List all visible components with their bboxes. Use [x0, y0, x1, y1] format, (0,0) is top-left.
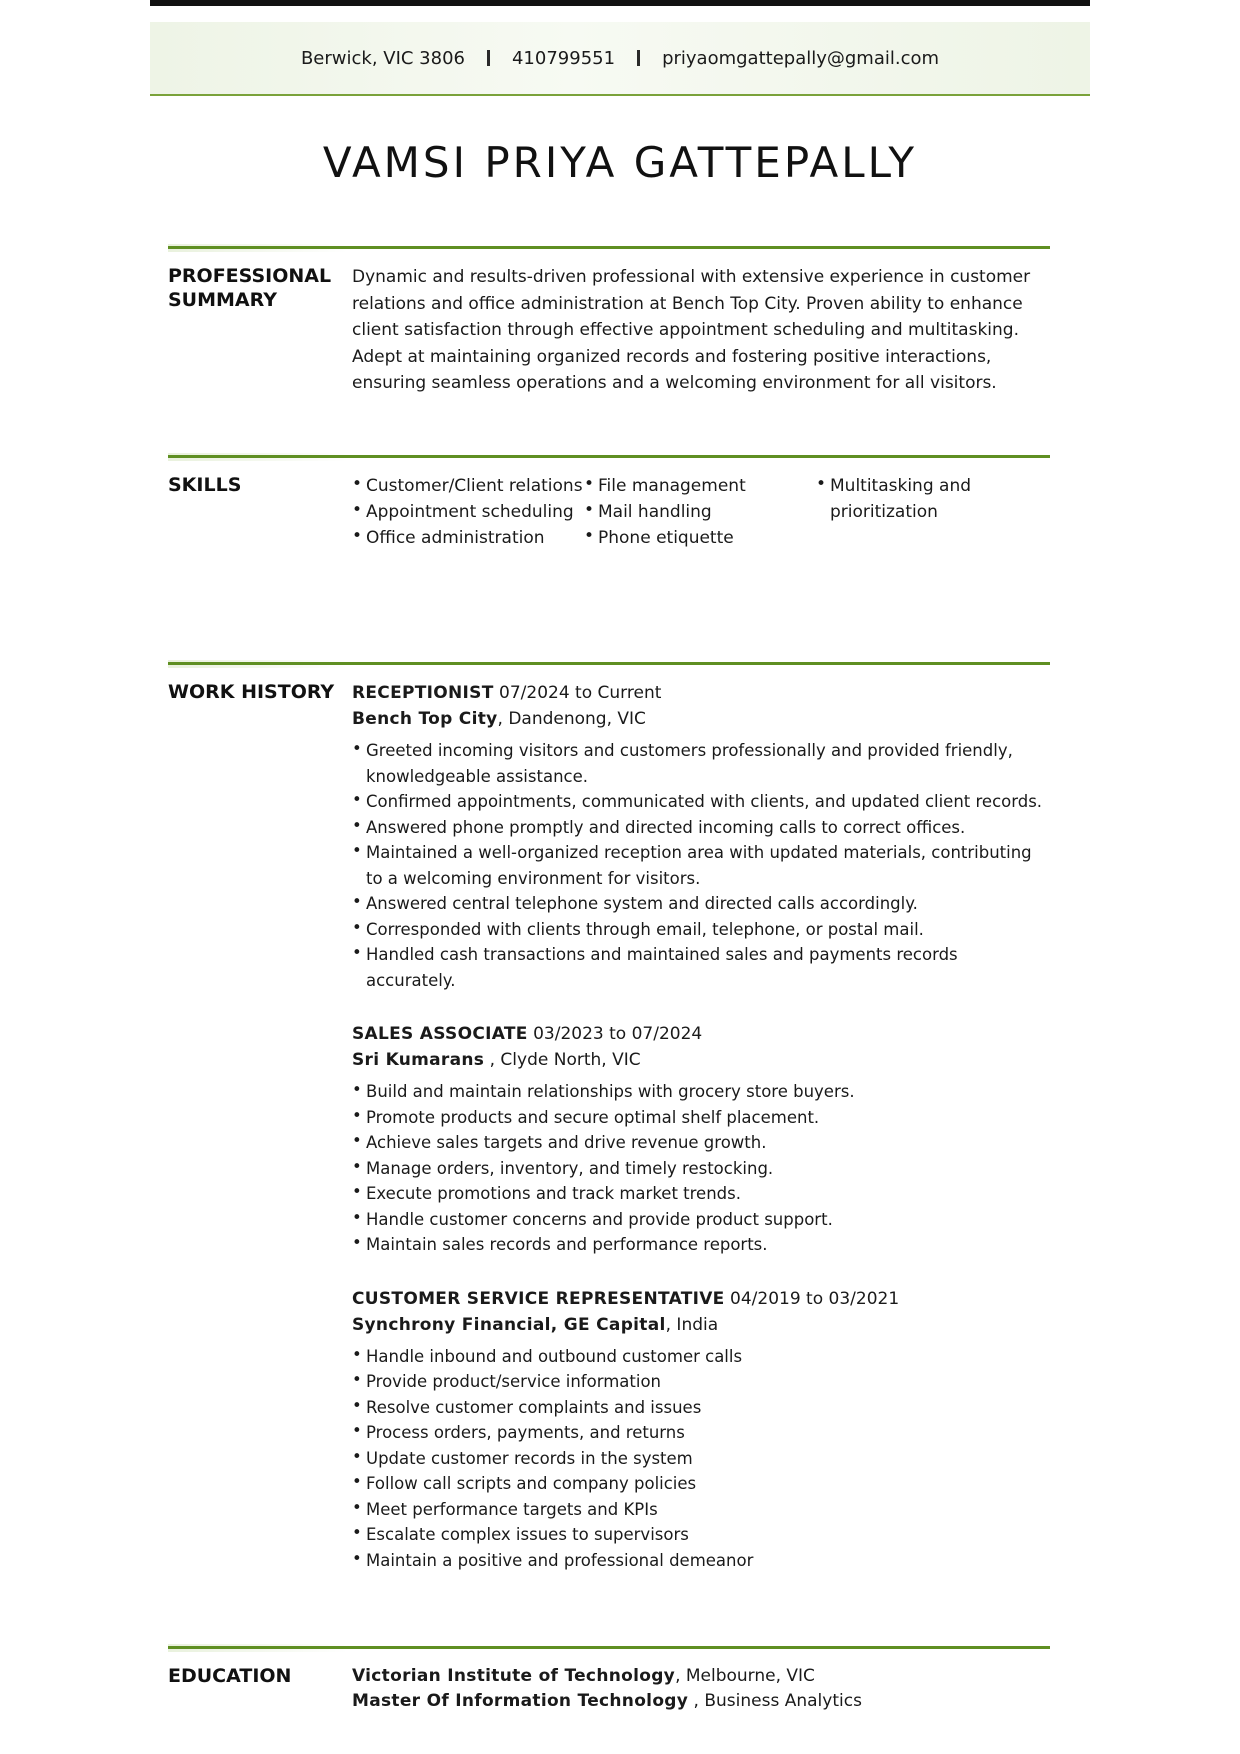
section-rule: [168, 1646, 1050, 1649]
education-institution: Victorian Institute of Technology: [352, 1666, 676, 1686]
job-entry: [352, 1286, 1050, 1574]
job-duty-item: • Greeted incoming visitors and customers professionally and provided friendly, knowledgeable assistance.: [352, 738, 1050, 789]
job-duty-item: • Answered central telephone system and directed calls accordingly.: [352, 891, 1050, 917]
job-duty-item: • Provide product/service information: [352, 1369, 1050, 1395]
contact-location: Berwick, VIC 3806: [300, 47, 465, 69]
job-employer: Synchrony Financial, GE Capital: [352, 1314, 666, 1335]
skill-item: • Appointment scheduling: [352, 499, 584, 525]
education-degree: Master Of Information Technology: [352, 1691, 689, 1711]
job-org-line: [352, 1047, 1050, 1073]
job-title-line: [352, 1021, 1050, 1047]
job-duty-item: • Escalate complex issues to supervisors: [352, 1522, 1050, 1548]
job-duty-item: • Handle inbound and outbound customer calls: [352, 1344, 1050, 1370]
section-rule: [168, 662, 1050, 665]
job-title: CUSTOMER SERVICE REPRESENTATIVE: [352, 1288, 725, 1309]
job-duty-item: • Execute promotions and track market trends.: [352, 1181, 1050, 1207]
job-title-line: [352, 680, 1050, 706]
skill-item: • Mail handling: [584, 499, 816, 525]
job-employer: Bench Top City: [352, 709, 498, 729]
job-location: , Clyde North, VIC: [484, 1050, 641, 1070]
job-entry: [352, 1021, 1050, 1258]
job-employer: Sri Kumarans: [352, 1050, 485, 1070]
skill-item: • Phone etiquette: [584, 525, 816, 551]
top-rule: [150, 0, 1090, 6]
job-duty-item: • Maintained a well-organized reception area with updated materials, contributing to a welcoming environment for visitors.: [352, 840, 1050, 891]
job-duty-item: • Process orders, payments, and returns: [352, 1420, 1050, 1446]
job-duty-item: • Resolve customer complaints and issues: [352, 1395, 1050, 1421]
skills-column-1: [352, 473, 584, 551]
summary-heading: PROFESSIONAL SUMMARY: [168, 265, 332, 311]
section-rule: [168, 455, 1050, 458]
job-duty-item: • Handled cash transactions and maintained sales and payments records accurately.: [352, 942, 1050, 993]
job-title-line: [352, 1286, 1050, 1312]
job-duty-item: • Maintain sales records and performance reports.: [352, 1232, 1050, 1258]
job-duty-item: • Promote products and secure optimal shelf placement.: [352, 1105, 1050, 1131]
job-duty-item: • Maintain a positive and professional demeanor: [352, 1548, 1050, 1574]
work-history-section: [168, 662, 1050, 1612]
skill-item: • File management: [584, 473, 816, 499]
skills-column-2: [584, 473, 816, 551]
jobs-list: [352, 680, 1050, 1601]
job-title: SALES ASSOCIATE: [352, 1024, 528, 1044]
job-location: , India: [665, 1314, 719, 1335]
job-title: RECEPTIONIST: [352, 683, 494, 703]
job-duty-item: • Build and maintain relationships with grocery store buyers.: [352, 1079, 1050, 1105]
job-duty-item: • Answered phone promptly and directed incoming calls to correct offices.: [352, 815, 1050, 841]
skills-section: [168, 455, 1050, 615]
skills-column-3: [816, 473, 1016, 551]
job-duty-item: • Achieve sales targets and drive revenue growth.: [352, 1130, 1050, 1156]
contact-email: priyaomgattepally@gmail.com: [662, 47, 940, 69]
skills-columns: [352, 473, 1050, 551]
skill-item: • Multitasking and prioritization: [816, 473, 1016, 525]
job-duty-item: • Follow call scripts and company policies: [352, 1471, 1050, 1497]
job-duties: [352, 1344, 1050, 1574]
contact-bar: [150, 22, 1090, 96]
education-section: [168, 1646, 1050, 1726]
job-entry: [352, 680, 1050, 993]
education-location: , Melbourne, VIC: [675, 1666, 815, 1686]
work-history-heading: WORK HISTORY: [168, 681, 335, 703]
section-rule: [168, 246, 1050, 249]
job-duty-item: • Confirmed appointments, communicated with clients, and updated client records.: [352, 789, 1050, 815]
skills-heading: SKILLS: [168, 474, 242, 496]
education-degree-line: [352, 1689, 1050, 1714]
job-org-line: [352, 1312, 1050, 1338]
job-duty-item: • Manage orders, inventory, and timely restocking.: [352, 1156, 1050, 1182]
contact-separator: [487, 50, 490, 66]
job-location: , Dandenong, VIC: [497, 709, 646, 729]
contact-separator: [637, 50, 640, 66]
job-duty-item: • Handle customer concerns and provide product support.: [352, 1207, 1050, 1233]
job-duty-item: • Corresponded with clients through email, telephone, or postal mail.: [352, 917, 1050, 943]
skill-item: • Office administration: [352, 525, 584, 551]
skill-item: • Customer/Client relations: [352, 473, 584, 499]
contact-phone: 410799551: [511, 47, 616, 69]
job-duties: [352, 1079, 1050, 1258]
job-duty-item: • Update customer records in the system: [352, 1446, 1050, 1472]
education-heading: EDUCATION: [168, 1665, 292, 1687]
job-dates: 04/2019 to 03/2021: [730, 1288, 900, 1309]
job-dates: 07/2024 to Current: [499, 683, 662, 703]
candidate-name: VAMSI PRIYA GATTEPALLY: [322, 138, 918, 187]
education-degree-detail: , Business Analytics: [688, 1691, 862, 1711]
job-dates: 03/2023 to 07/2024: [533, 1024, 703, 1044]
summary-text: Dynamic and results-driven professional with extensive experience in customer relations and office administration at Bench Top City. Proven ability to enhance client satisfaction through effective appointment scheduling and multitasking. Adept at maintaining organized records and fostering positive interactions, ensuring seamless operations and a welcoming environment for all visitors.: [352, 267, 1031, 393]
job-duties: [352, 738, 1050, 993]
summary-section: [168, 246, 1050, 416]
job-org-line: [352, 706, 1050, 732]
education-institution-line: [352, 1664, 1050, 1689]
job-duty-item: • Meet performance targets and KPIs: [352, 1497, 1050, 1523]
